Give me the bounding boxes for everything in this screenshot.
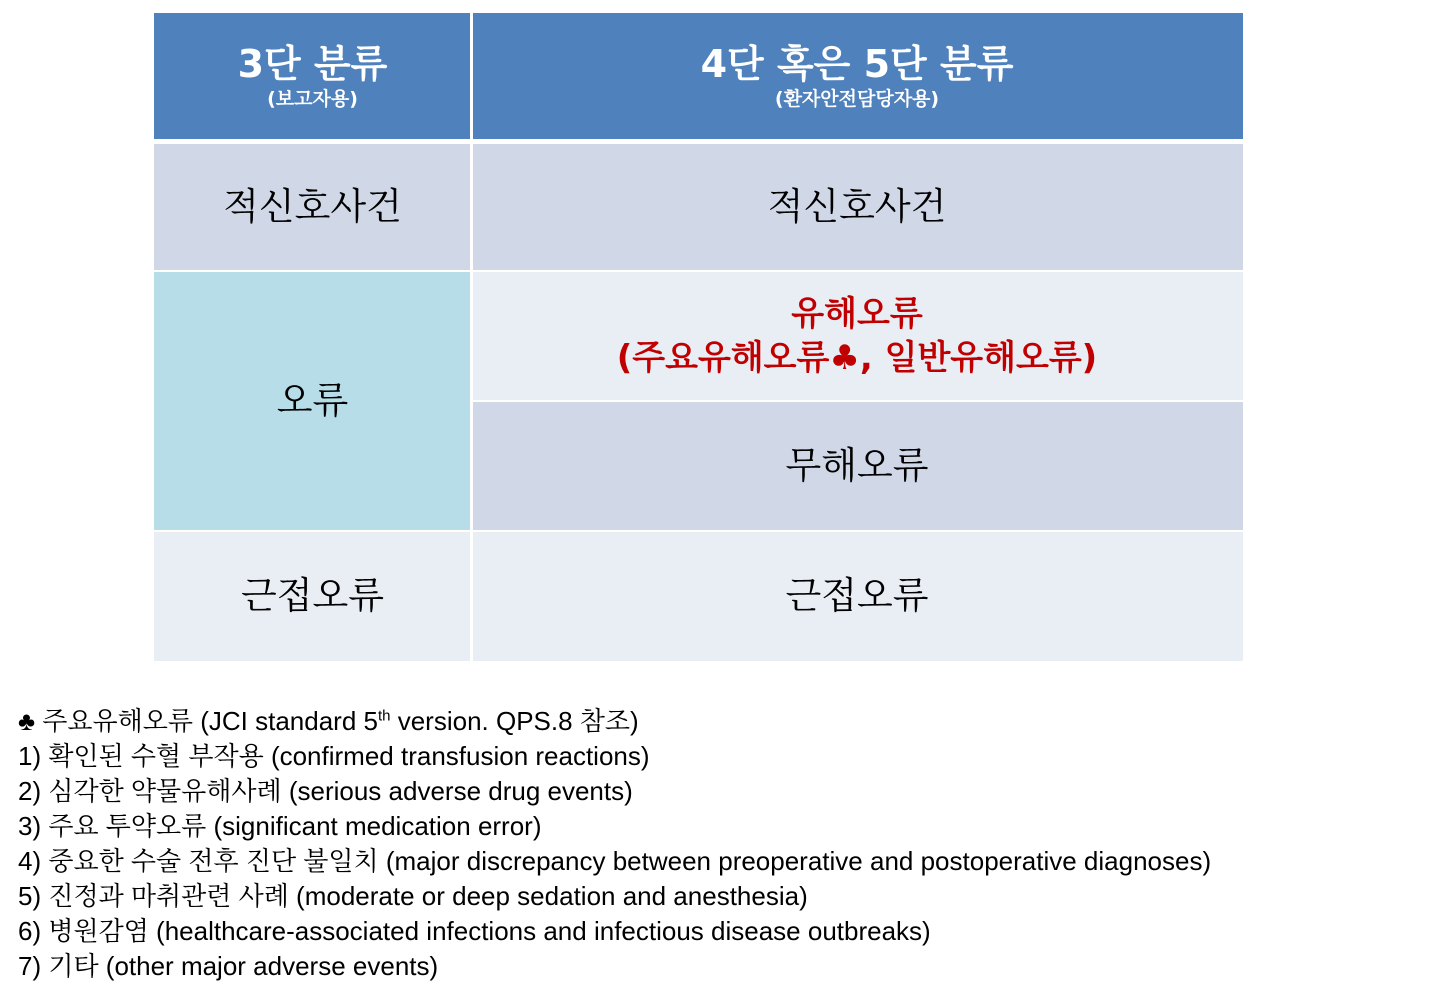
row-divider [472, 400, 1243, 402]
sentinel-event-label: 적신호사건 [223, 185, 402, 228]
cell-harmless-error [471, 401, 1243, 531]
cell-nearmiss-left [154, 531, 471, 661]
header-divider [154, 139, 1243, 144]
cell-nearmiss-right [471, 531, 1243, 661]
classification-table [154, 13, 1243, 661]
footnote-item: 4) 중요한 수술 전후 진단 불일치 (major discrepancy between preoperative and postoperative diagnoses) [18, 846, 1212, 876]
header-4-5-level-title: 4단 혹은 5단 분류 [700, 42, 1014, 86]
cell-sentinel-right [471, 143, 1243, 271]
error-label: 오류 [276, 379, 349, 422]
footnote-item: 7) 기타 (other major adverse events) [18, 951, 439, 981]
harmless-error-label: 무해오류 [785, 444, 929, 487]
cell-harmful-error [471, 271, 1243, 401]
footnote-heading-tail: version. QPS.8 참조) [390, 706, 639, 736]
club-icon: ♣ [18, 706, 36, 736]
header-3-level-subtitle: (보고자용) [267, 88, 358, 110]
harmful-error-detail: (주요유해오류♣, 일반유해오류) [616, 338, 1098, 378]
row-divider [154, 270, 1243, 272]
footnote-item: 2) 심각한 약물유해사례 (serious adverse drug events) [18, 776, 633, 806]
footnote-heading-text: 주요유해오류 (JCI standard 5 [42, 706, 378, 736]
footnote-item: 6) 병원감염 (healthcare-associated infections and infectious disease outbreaks) [18, 916, 931, 946]
footnotes [18, 704, 1428, 984]
header-3-level-title: 3단 분류 [237, 42, 388, 86]
near-miss-label: 근접오류 [785, 574, 929, 617]
near-miss-label: 근접오류 [241, 574, 384, 617]
column-divider [470, 13, 473, 661]
header-4-5-level-subtitle: (환자안전담당자용) [774, 88, 940, 110]
footnote-heading [18, 704, 1428, 739]
cell-sentinel-left [154, 143, 471, 271]
sentinel-event-label: 적신호사건 [767, 185, 947, 228]
cell-error-left [154, 271, 471, 531]
footnote-item: 5) 진정과 마취관련 사례 (moderate or deep sedation and anesthesia) [18, 881, 808, 911]
header-4-5-level [471, 13, 1243, 139]
footnote-item: 1) 확인된 수혈 부작용 (confirmed transfusion reactions) [18, 741, 650, 771]
footnote-heading-sup: th [377, 707, 391, 725]
row-divider [154, 530, 1243, 532]
header-3-level [154, 13, 471, 139]
harmful-error-label: 유해오류 [791, 294, 923, 334]
footnote-item: 3) 주요 투약오류 (significant medication error) [18, 811, 542, 841]
